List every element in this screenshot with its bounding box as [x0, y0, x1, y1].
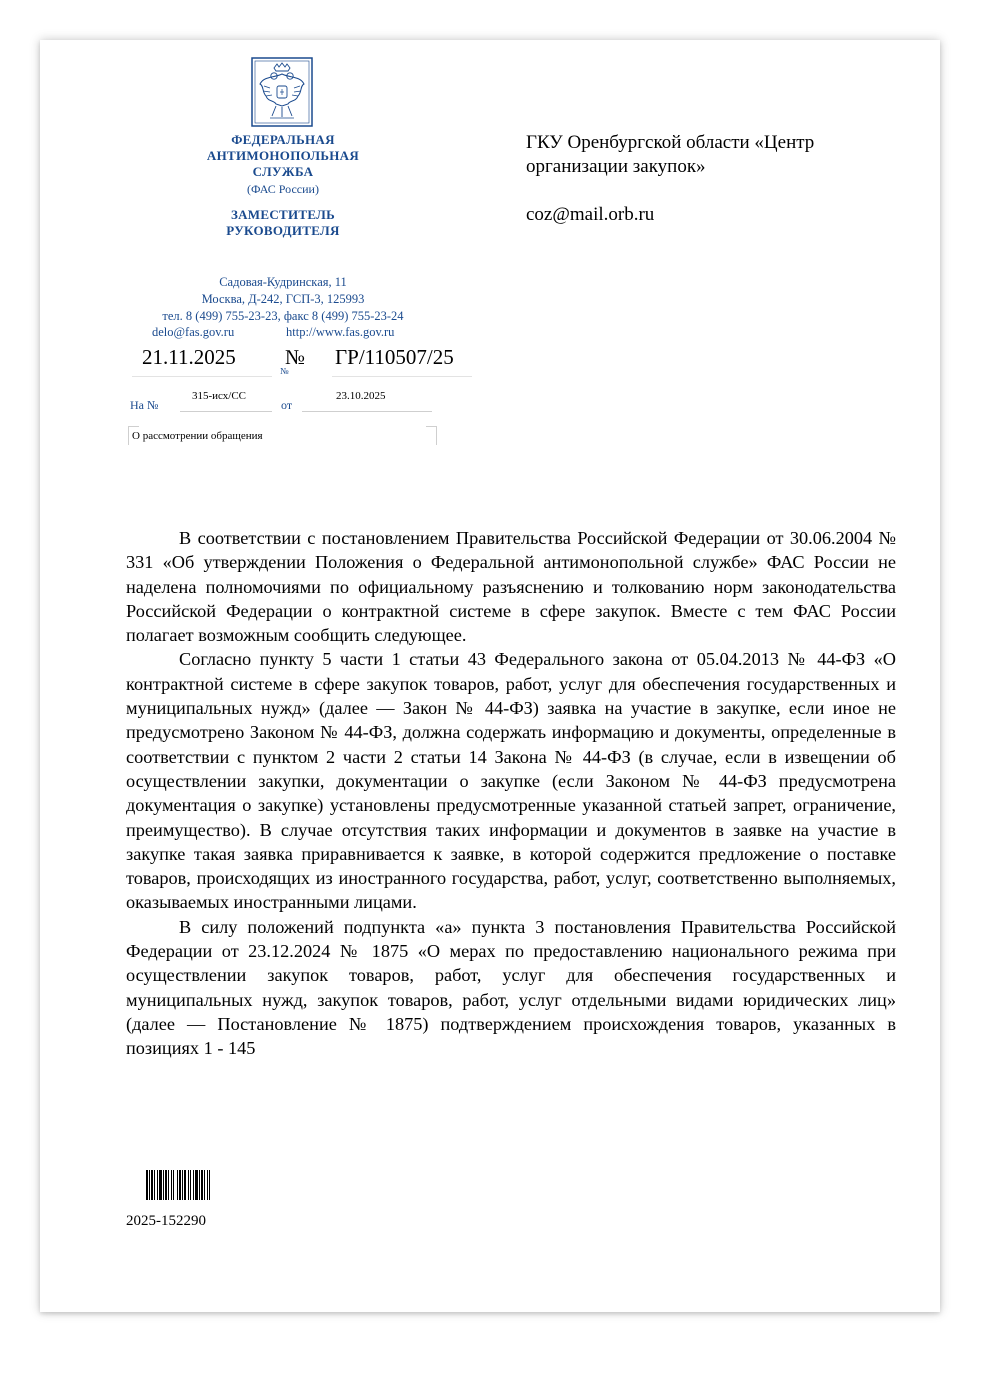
phone-line: тел. 8 (499) 755-23-23, факс 8 (499) 755-23-24: [162, 309, 404, 323]
date-underline: [132, 376, 272, 377]
registration-number-sign-small: №: [280, 366, 289, 376]
signatory-title-line2: РУКОВОДИТЕЛЯ: [226, 223, 340, 238]
letter-page: [40, 40, 940, 1312]
reply-from-label: от: [281, 398, 293, 412]
registration-date: 21.11.2025: [142, 345, 236, 369]
barcode-icon: [146, 1170, 242, 1200]
org-name-line3: СЛУЖБА: [252, 164, 314, 179]
reply-from-date: 23.10.2025: [336, 390, 386, 402]
letter-body: [126, 526, 896, 1061]
recipient-email: coz@mail.orb.ru: [526, 204, 655, 225]
coat-of-arms-icon: [250, 56, 314, 128]
subject-bracket-right: [426, 426, 437, 445]
address-line1: Садовая-Кудринская, 11: [219, 275, 347, 289]
org-email: delo@fas.gov.ru: [152, 325, 235, 339]
org-website: http://www.fas.gov.ru: [286, 325, 395, 339]
body-paragraph-1: В соответствии с постановлением Правительства Российской Федерации от 30.06.2004 № 331 «Об утверждении Положения о Федеральной антимонопольной службе» ФАС России не наделена полномочиями по официальному разъяснению и толкованию норм законодательства Российской Федерации о контрактной системе в сфере закупок. Вместе с тем ФАС России полагает возможным сообщить следующее.: [126, 528, 896, 646]
registration-number-sign: №: [285, 345, 306, 369]
reply-to-number: 315-исх/СС: [192, 390, 247, 402]
reply-to-label: На №: [130, 398, 159, 412]
org-short-name: (ФАС России): [247, 182, 319, 196]
signatory-title-line1: ЗАМЕСТИТЕЛЬ: [230, 207, 336, 222]
registration-number: ГР/110507/25: [335, 345, 454, 369]
reply-date-underline: [302, 411, 432, 412]
recipient-name: ГКУ Оренбургской области «Центр организации закупок»: [526, 132, 815, 177]
org-name-line1: ФЕДЕРАЛЬНАЯ: [231, 132, 335, 147]
document-number: 2025-152290: [126, 1213, 206, 1229]
letterhead-org: [180, 132, 386, 239]
body-paragraph-3: В силу положений подпункта «а» пункта 3 постановления Правительства Российской Федерации от 23.12.2024 № 1875 «О мерах по предоставлению национального режима при осуществлении закупок товаров, работ, услуг для обеспечения государственных и муниципальных нужд, закупок товаров, работ, услуг отдельными видами юридических лиц» (далее — Постановление № 1875) подтверждением происхождения товаров, указанных в позициях 1 - 145: [126, 916, 896, 1059]
body-paragraph-2: Согласно пункту 5 части 1 статьи 43 Федерального закона от 05.04.2013 № 44-ФЗ «О контрактной системе в сфере закупок товаров, работ, услуг для обеспечения государственных и муниципальных нужд» (далее — Закон № 44-ФЗ) заявка на участие в закупке, если иное не предусмотрено Законом № 44-ФЗ, должна содержать информацию и документы, определенные в соответствии с пунктом 2 части 2 статьи 14 Закона № 44-ФЗ (в случае, если в извещении об осуществлении закупки, документации о закупке (если Законом № 44-ФЗ предусмотрена документация о закупке) установлены предусмотренные указанной статьей запрет, ограничение, преимущество). В случае отсутствия таких информации и документов в заявке на участие в закупке такая заявка приравнивается к заявке, в которой содержится предложение о поставке товаров, происходящих из иностранного государства, работ, услуг, соответственно выполняемых, оказываемых иностранными лицами.: [126, 649, 896, 913]
letter-subject: О рассмотрении обращения: [132, 430, 263, 442]
reply-number-underline: [180, 411, 272, 412]
number-underline: [332, 376, 472, 377]
address-line2: Москва, Д-242, ГСП-3, 125993: [201, 292, 365, 306]
letterhead-address: [120, 274, 446, 325]
org-name-line2: АНТИМОНОПОЛЬНАЯ: [206, 148, 360, 163]
